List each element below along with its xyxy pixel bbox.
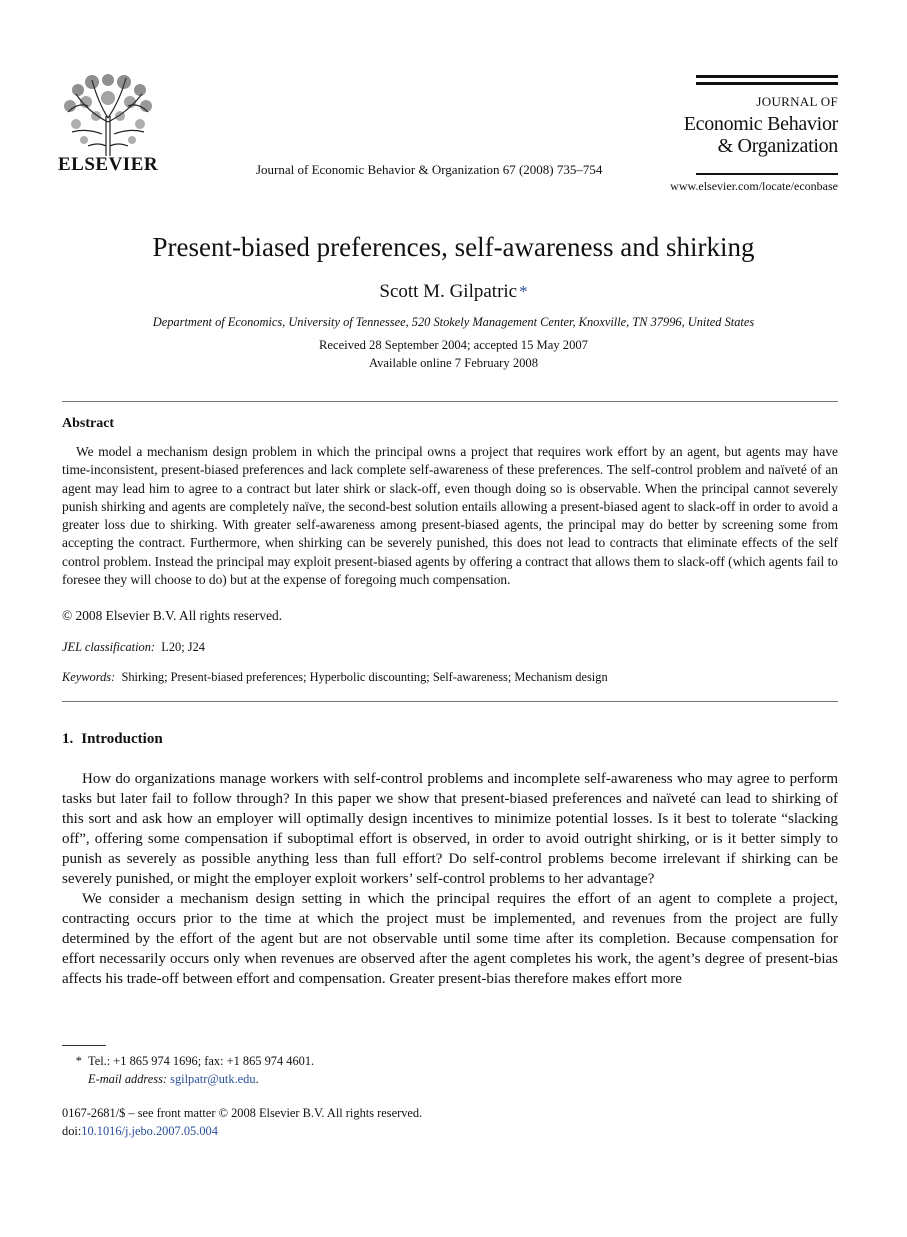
section-heading-introduction bbox=[62, 731, 163, 748]
available-date: Available online 7 February 2008 bbox=[368, 356, 539, 370]
author-line bbox=[0, 281, 907, 303]
abstract-text: We model a mechanism design problem in which the principal owns a project that requires work effort by an agent, but agents may have time-inconsistent, present-biased preferences and lack complete self-awareness of these preferences. The self-control problem and naïveté of an agent may lead him to agree to a contract but later shirk or slack-off, even though doing so is observable. When the principal cannot severely punish shirking and agents are completely naïve, the second-best solution entails allowing a present-biased agent to slack-off in order to avoid a greater loss due to shirking. With greater self-awareness among present-biased agents, the principal may do better by screening some from accepting the contract. Furthermore, when shirking can be severely punished, this does not lead to contracts that eliminate effects of the self control problem. Instead the principal may exploit present-biased agents by offering a contract that allows them to slack-off (which agents fail to foresee they will choose to do) but at the expense of foregoing much compensation. bbox=[62, 444, 838, 588]
abstract-bottom-rule bbox=[62, 701, 838, 702]
journal-name-line1: JOURNAL OF bbox=[756, 94, 838, 109]
introduction-body bbox=[62, 769, 838, 989]
doi-link[interactable]: 10.1016/j.jebo.2007.05.004 bbox=[81, 1124, 218, 1138]
footnote-mark: * bbox=[75, 1054, 82, 1068]
article-dates bbox=[0, 336, 907, 372]
journal-url[interactable]: www.elsevier.com/locate/econbase bbox=[670, 179, 838, 193]
journal-name-line2: Economic Behavior bbox=[683, 113, 838, 135]
keywords-value: Shirking; Present-biased preferences; Hyperbolic discounting; Self-awareness; Mechanism design bbox=[121, 670, 608, 684]
jel-label: JEL classification: bbox=[62, 640, 156, 654]
jel-value: L20; J24 bbox=[161, 640, 205, 654]
email-period: . bbox=[255, 1072, 259, 1086]
doi-label: doi: bbox=[62, 1124, 82, 1138]
issn-line: 0167-2681/$ – see front matter © 2008 Elsevier B.V. All rights reserved. bbox=[62, 1106, 423, 1120]
journal-rule-middle bbox=[696, 82, 838, 85]
publisher-name: ELSEVIER bbox=[58, 154, 159, 175]
author-name[interactable]: Scott M. Gilpatric bbox=[379, 281, 518, 302]
journal-name bbox=[660, 91, 838, 157]
author-affiliation: Department of Economics, University of Tennessee, 520 Stokely Management Center, Knoxville, TN 37996, United States bbox=[152, 315, 755, 329]
received-date: Received 28 September 2004; accepted 15 May 2007 bbox=[319, 338, 588, 352]
section-title: Introduction bbox=[81, 731, 163, 747]
section-number: 1. bbox=[62, 731, 74, 747]
keywords-label: Keywords: bbox=[62, 670, 116, 684]
email-label: E-mail address: bbox=[88, 1072, 168, 1086]
abstract-copyright: © 2008 Elsevier B.V. All rights reserved. bbox=[62, 608, 283, 623]
paragraph: We consider a mechanism design setting in which the principal requires the effort of an agent to complete a project, contracting occurs prior to the time at which the project must be implemented, and revenues from the project are fully determined by the effort of the agent but are not observable until some time after its completion. Because compensation for effort necessarily occurs only when revenues are observed after the agent completes his work, the agent’s degree of present-bias affects his trade-off between effort and compensation. Greater present-bias therefore makes effort more bbox=[62, 891, 838, 987]
abstract-heading: Abstract bbox=[62, 416, 115, 431]
email-link[interactable]: sgilpatr@utk.edu bbox=[170, 1072, 256, 1086]
abstract-top-rule bbox=[62, 401, 838, 402]
author-footnote-mark[interactable]: * bbox=[519, 282, 528, 301]
journal-rule-bottom bbox=[696, 173, 838, 175]
journal-citation: Journal of Economic Behavior & Organization 67 (2008) 735–754 bbox=[256, 162, 603, 177]
author-footnote bbox=[62, 1052, 314, 1088]
front-matter bbox=[62, 1104, 422, 1140]
journal-name-line3: & Organization bbox=[717, 135, 838, 157]
article-title: Present-biased preferences, self-awareness and shirking bbox=[152, 232, 755, 262]
paragraph: How do organizations manage workers with self-control problems and incomplete self-awareness who may agree to perform tasks but later fail to follow through? In this paper we show that present-biased preferences and naïveté can lead to shirking of this sort and ask how an employer will optimally design incentives to minimize potential losses. Is it best to tolerate “slacking off”, offering some compensation if suboptimal effort is observed, in order to avoid outright shirking, or is it better simply to punish as severely as possible anything less than full effort? Do self-control problems become irrelevant if shirking can be severely punished, or might the employer exploit workers’ self-control problems to her advantage? bbox=[62, 771, 838, 887]
footnote-rule bbox=[62, 1045, 106, 1046]
journal-rule-top bbox=[696, 75, 838, 78]
keywords bbox=[62, 670, 608, 685]
jel-classification bbox=[62, 640, 205, 655]
contact-info: Tel.: +1 865 974 1696; fax: +1 865 974 4601. bbox=[88, 1054, 315, 1068]
